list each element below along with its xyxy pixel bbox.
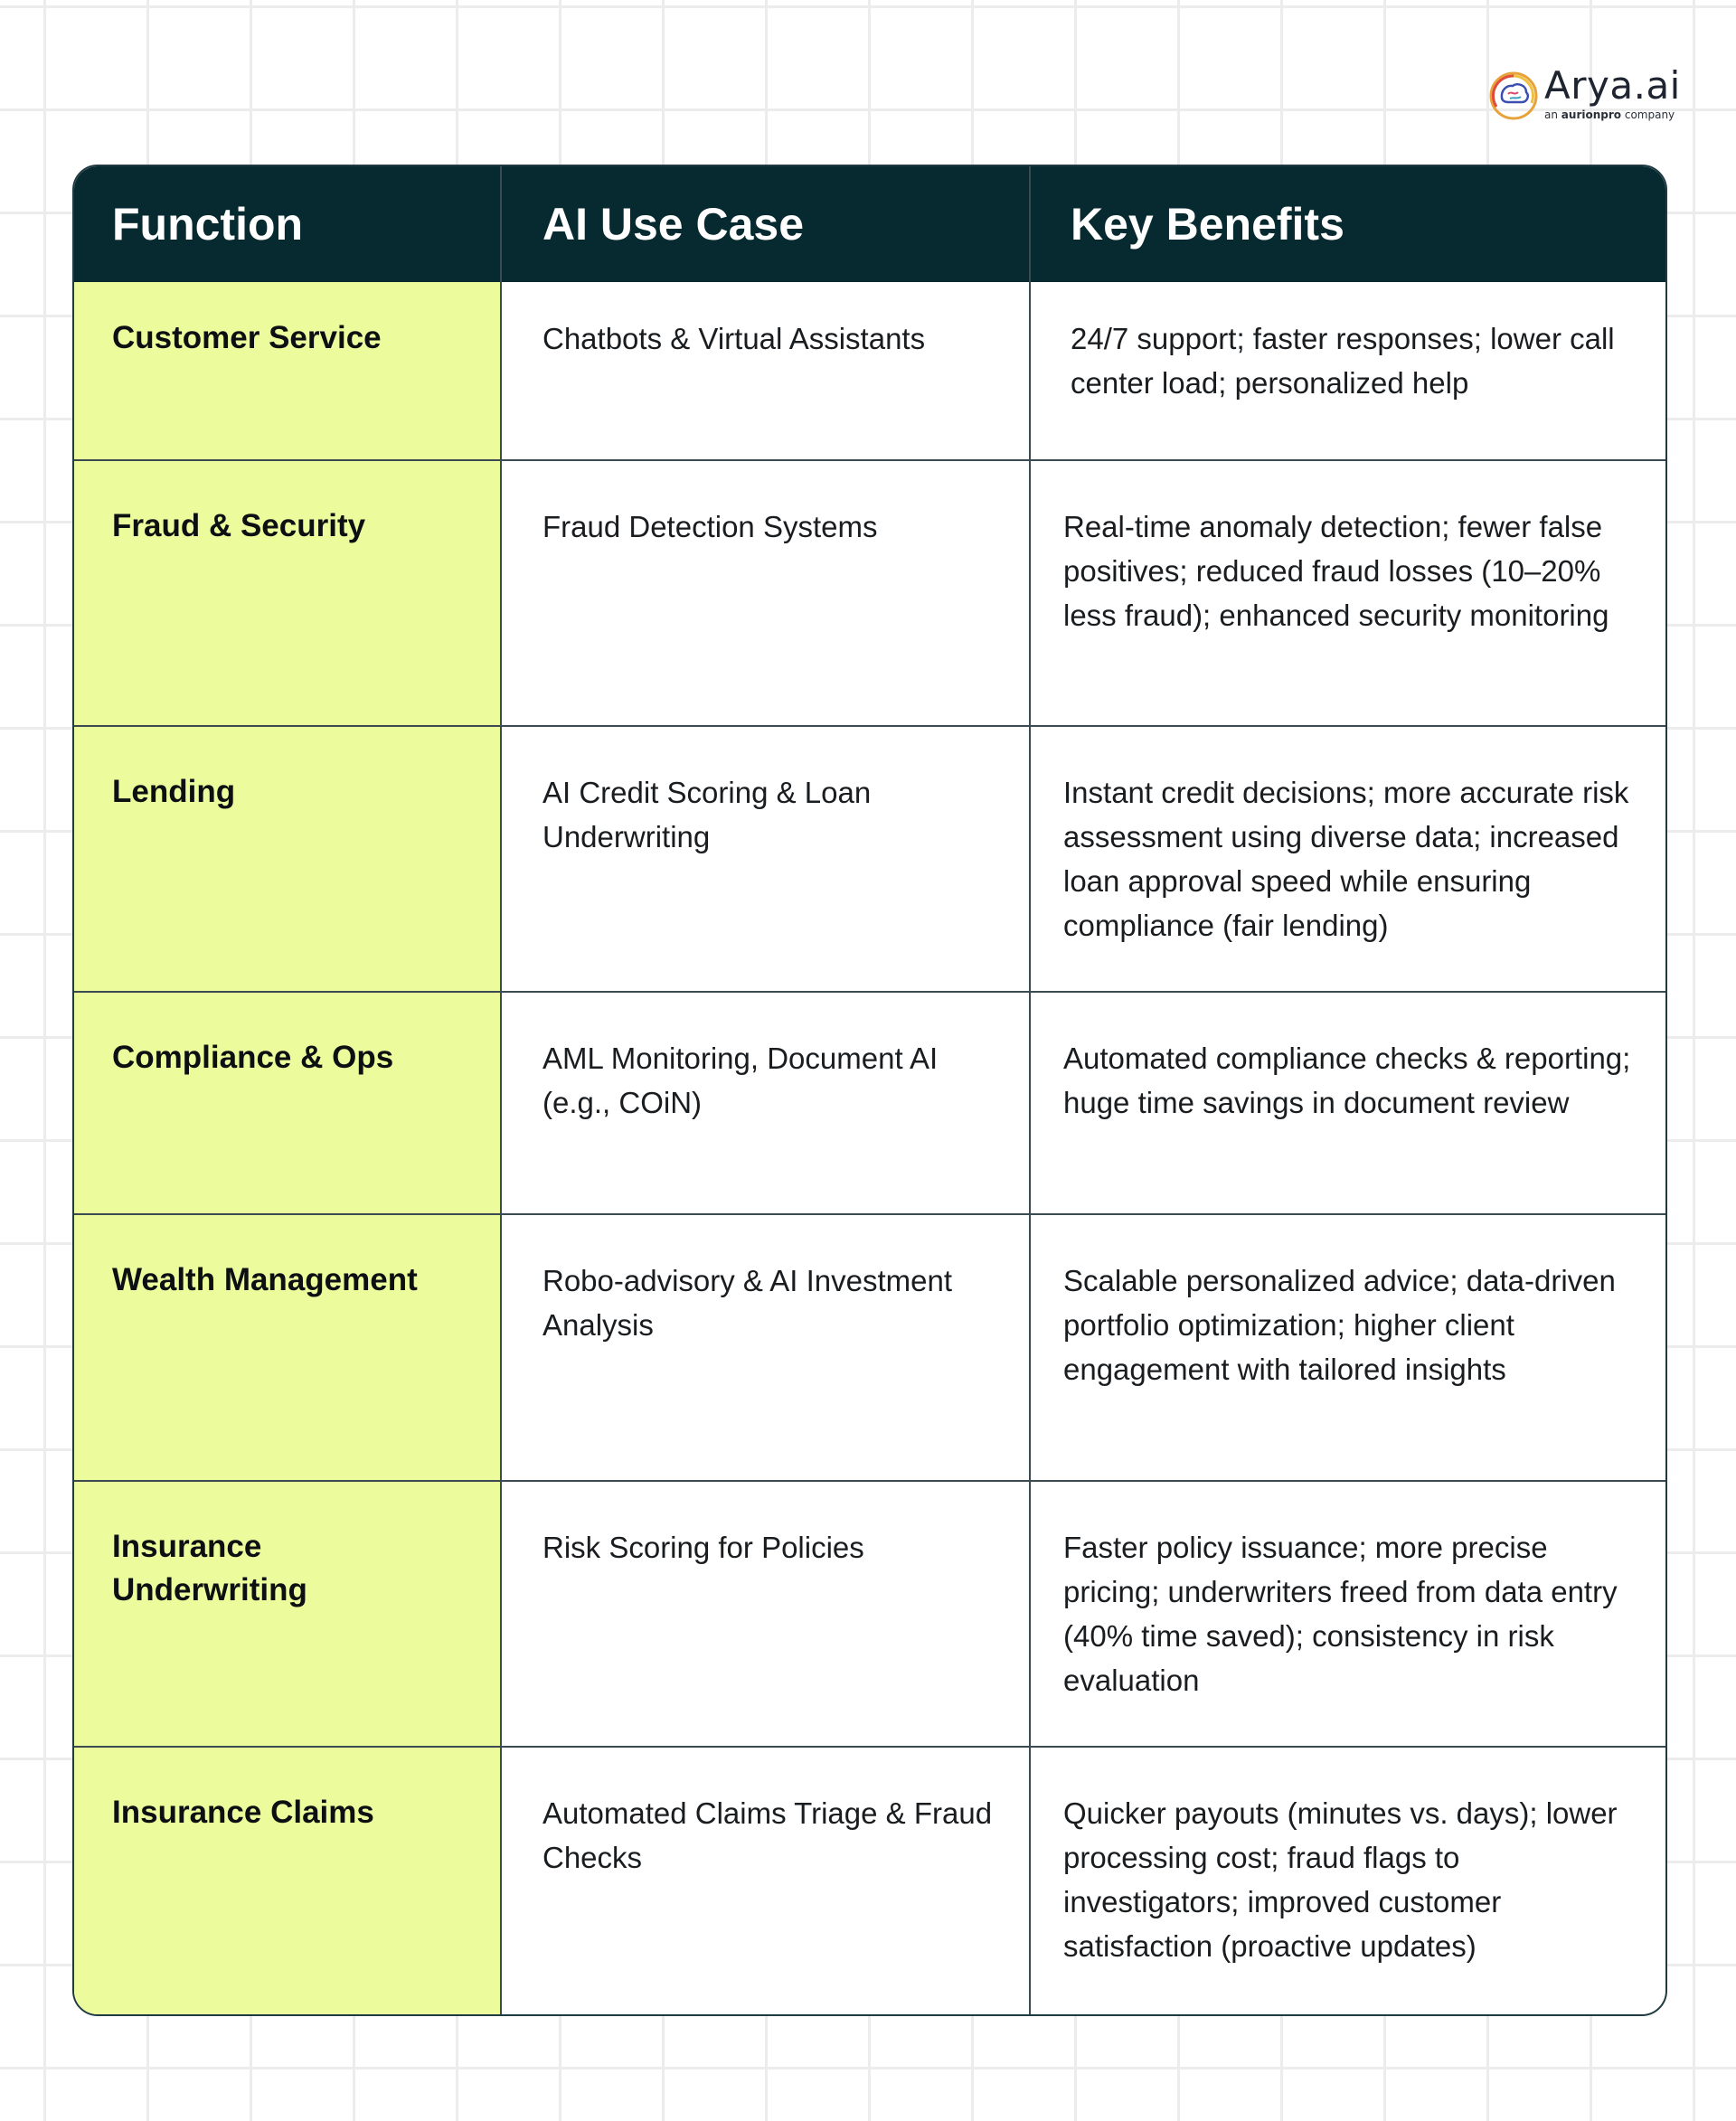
cell-use-case: Automated Claims Triage & Fraud Checks (542, 1796, 993, 1874)
cell-function: Compliance & Ops (112, 1040, 394, 1075)
ai-use-case-table (72, 165, 1667, 2016)
cell-function: Wealth Management (112, 1262, 418, 1297)
table-header (74, 166, 1665, 282)
logo-wordmark: Arya.ai (1544, 63, 1681, 108)
cell-use-case: Risk Scoring for Policies (542, 1531, 864, 1564)
cell-use-case: AI Credit Scoring & Loan Underwriting (542, 776, 872, 853)
column-divider (500, 166, 502, 2014)
column-divider (1029, 166, 1031, 2014)
cell-use-case: AML Monitoring, Document AI (e.g., COiN) (542, 1042, 939, 1119)
cell-function: Fraud & Security (112, 508, 366, 543)
row-divider (74, 1746, 1665, 1748)
arya-brain-icon (1488, 71, 1539, 121)
cell-function: Lending (112, 774, 236, 809)
cell-benefits: Quicker payouts (minutes vs. days); lower processing cost; fraud flags to investigators; improved customer satisfaction (proactive updates) (1063, 1796, 1618, 1963)
cell-benefits: 24/7 support; faster responses; lower call center load; personalized help (1071, 322, 1615, 400)
cell-function: Insurance Underwriting (112, 1529, 307, 1607)
cell-benefits: Real-time anomaly detection; fewer false positives; reduced fraud losses (10–20% less fraud); enhanced security monitoring (1063, 510, 1609, 632)
cell-benefits: Automated compliance checks & reporting; huge time savings in document review (1063, 1042, 1631, 1119)
header-ai-use-case: AI Use Case (542, 199, 805, 250)
cell-use-case: Robo-advisory & AI Investment Analysis (542, 1264, 953, 1342)
cell-use-case: Fraud Detection Systems (542, 510, 878, 543)
brand-logo (1488, 63, 1681, 125)
header-function: Function (112, 199, 304, 250)
row-divider (74, 1480, 1665, 1482)
row-divider (74, 725, 1665, 727)
cell-function: Insurance Claims (112, 1795, 374, 1830)
cell-benefits: Scalable personalized advice; data-driven portfolio optimization; higher client engagement with tailored insights (1063, 1264, 1616, 1386)
header-key-benefits: Key Benefits (1071, 199, 1344, 250)
row-divider (74, 1213, 1665, 1215)
cell-benefits: Instant credit decisions; more accurate risk assessment using diverse data; increased loan approval speed while ensuring compliance (fair lending) (1063, 776, 1629, 942)
cell-benefits: Faster policy issuance; more precise pricing; underwriters freed from data entry (40% time saved); consistency in risk evaluation (1063, 1531, 1618, 1697)
row-divider (74, 991, 1665, 993)
row-divider (74, 459, 1665, 461)
cell-function: Customer Service (112, 320, 382, 355)
cell-use-case: Chatbots & Virtual Assistants (542, 322, 926, 355)
logo-tagline: an aurionpro company (1544, 108, 1675, 121)
